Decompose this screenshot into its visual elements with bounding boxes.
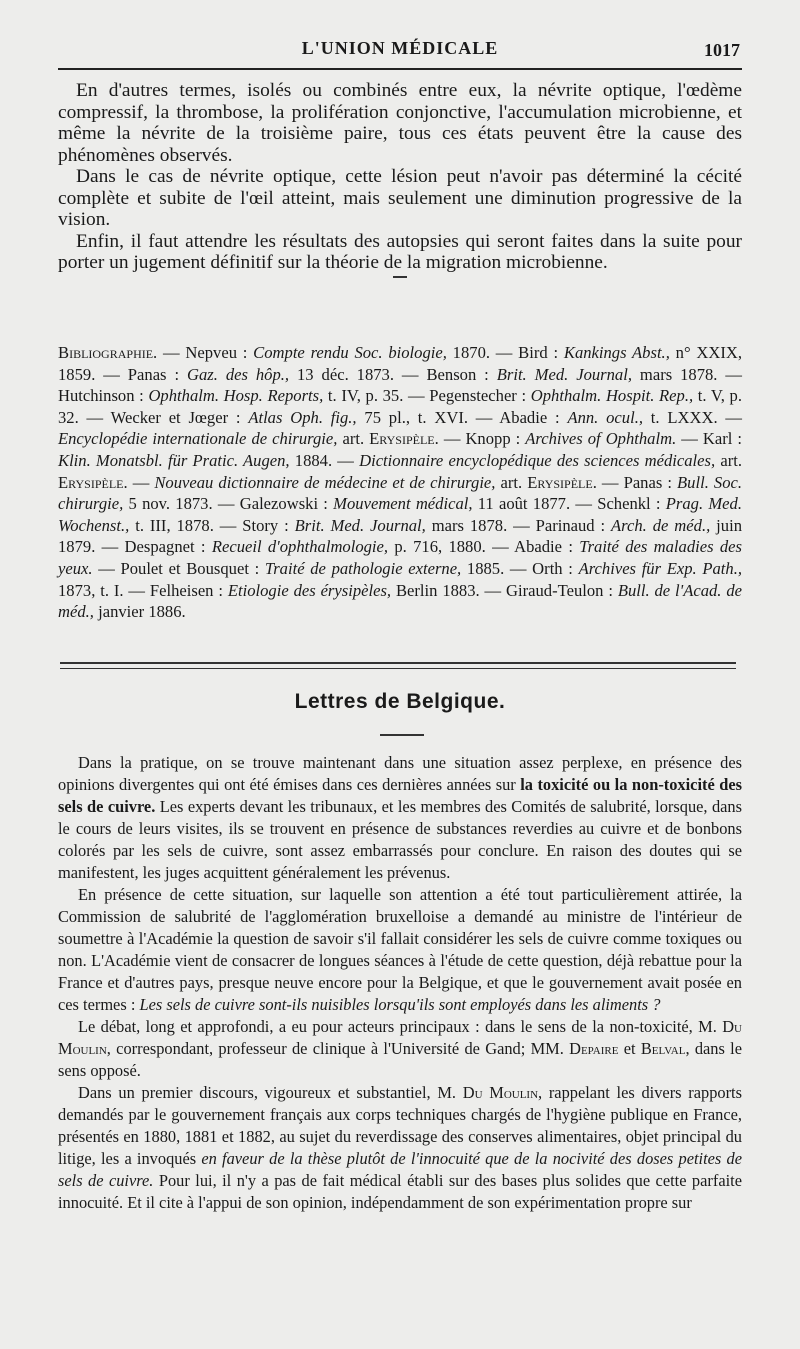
article-conclusion (58, 80, 742, 278)
text-run: Archives für Exp. Path., (578, 558, 743, 578)
text-run: Prag. Med. Wochenst., (58, 494, 742, 535)
text-run: Ann. ocul., (567, 407, 643, 427)
bibliography (58, 342, 742, 623)
text-run: 1870. — Bird : (446, 343, 564, 362)
section-title: Lettres de Belgique. (294, 690, 506, 713)
text-run: Dans un premier discours, vigoureux et substantiel, M. (78, 1083, 463, 1102)
text-run: Du Moulin (462, 1083, 539, 1102)
section-rule-thin (60, 668, 736, 669)
page-header (60, 38, 740, 72)
text-run: t. IV, p. 35. — Pegenstecher : (323, 386, 531, 406)
text-run: Les sels de cuivre sont-ils nuisibles lorsqu'ils sont employés dans les aliments ? (139, 995, 661, 1014)
text-run: — Poulet et Bousquet : (92, 558, 265, 578)
text-run: Arch. de méd., (611, 515, 711, 535)
text-run: 5 nov. 1873. — Galezowski : (123, 494, 334, 514)
text-run: Klin. Monatsbl. für Pratic. Augen, (58, 450, 290, 470)
text-run: — (127, 472, 155, 492)
text-run: t. III, 1878. — Story : (129, 515, 295, 535)
text-run: p. 716, 1880. — Abadie : (388, 537, 580, 557)
paragraph (58, 884, 742, 1016)
text-run: Erysipèle. (369, 429, 439, 449)
paragraph-text: Enfin, il faut attendre les résultats des autopsies qui seront faites dans la suite pour porter un jugement définitif sur la théorie de la migration microbienne. (58, 230, 742, 273)
text-run: art. (715, 450, 742, 470)
text-run: Pour lui, il n'y a pas de fait médical établi sur des bases plus solides que cette parfaite innocuité. Et il cite à l'appui de son opinion, indépendamment de son expérimentation propre sur (58, 1171, 742, 1212)
paragraph (58, 1082, 742, 1214)
text-run: Traité des maladies des yeux. (58, 537, 742, 578)
text-run: art. (337, 429, 370, 449)
text-run: juin 1879. — Despagnet : (58, 515, 742, 557)
text-run: Bull. Soc. chirurgie, (58, 472, 743, 514)
text-run: Brit. Med. Journal, (294, 515, 426, 535)
text-run: Traité de pathologie externe, (264, 558, 462, 578)
text-run: mars 1878. — Hutchinson : (58, 364, 742, 406)
text-run: Recueil d'ophthalmologie, (211, 537, 389, 557)
text-run: — Panas : (596, 472, 678, 492)
text-run: , rappelant les divers rapports demandés par le gouvernement français aux corps techniques chargés de l'hygiène publique en France, présentés en 1880, 1881 et 1882, au sujet du reverdissage des conserves alimentaires, objet principal du litige, les a invoqués (58, 1083, 742, 1168)
paragraph (58, 231, 742, 274)
text-run: Gaz. des hôp., (187, 364, 290, 384)
text-run: Berlin 1883. — Giraud-Teulon : (391, 580, 618, 600)
text-run: Les experts devant les tribunaux, et les membres des Comités de salubrité, lorsque, dans le cours de leurs visites, ils se trouvent en présence de substances reverdies au cuivre et de bonbons colorés par les sels de cuivre, sont assez embarrassés pour conclure. En raison des doutes qui se manifestent, les juges acquittent généralement les prévenus. (58, 797, 742, 882)
text-run: Nouveau dictionnaire de médecine et de chirurgie, (154, 472, 496, 492)
text-run: Erysipèle. (527, 472, 597, 492)
bibliography-label: Bibliographie. (58, 343, 158, 362)
text-run: 1884. — (289, 450, 360, 470)
text-run: art. (495, 472, 528, 492)
text-run: Mouvement médical, (333, 494, 473, 514)
text-run: , correspondant, professeur de clinique à l'Université de Gand; MM. (106, 1039, 570, 1058)
text-run: et (618, 1039, 641, 1058)
text-run: 75 pl., t. XVI. — Abadie : (356, 407, 568, 427)
paragraph (58, 752, 742, 884)
text-run: Brit. Med. Journal, (496, 364, 632, 384)
text-run: 11 août 1877. — Schenkl : (472, 494, 666, 514)
text-run: Atlas Oph. fig., (248, 407, 357, 427)
text-run: Bull. de l'Acad. de méd., (58, 580, 742, 622)
bibliography-entries (58, 343, 742, 621)
text-run: Le débat, long et approfondi, a eu pour acteurs principaux : dans le sens de la non-toxicité, M. (78, 1017, 723, 1036)
page-number: 1017 (704, 40, 740, 60)
paragraph-text: En d'autres termes, isolés ou combinés entre eux, la névrite optique, l'œdème compressif, la thrombose, la prolifération conjonctive, l'accumulation microbienne, et même la névrite de la troisième paire, tous ces états peuvent être la cause des phénomènes observés. (58, 80, 742, 166)
text-run: Compte rendu Soc. biologie, (253, 343, 447, 362)
paragraph (58, 1016, 742, 1082)
paragraph (58, 166, 742, 231)
text-run: janvier 1886. (93, 602, 186, 622)
text-run: 1885. — Orth : (461, 558, 579, 578)
title-rule (380, 734, 424, 736)
text-run: n° XXIX, 1859. — Panas : (58, 343, 742, 384)
text-run: Encyclopédie internationale de chirurgie, (58, 429, 338, 449)
text-run: En présence de cette situation, sur laquelle son attention a été tout particulièrement attirée, la Commission de salubrité de l'agglomération bruxelloise a demandé au ministre de l'intérieur de soumettre à l'Académie la question de savoir s'il fallait considérer les sels de cuivre comme toxiques ou non. L'Académie vient de consacrer de longues séances à l'étude de cette question, déjà rebattue pour la France et d'autres pays, presque neuve encore pour la Belgique, et que le gouvernement avait posée en ces termes : (58, 885, 742, 1014)
text-run: mars 1878. — Parinaud : (425, 515, 612, 535)
belgium-letters-body (58, 752, 742, 1214)
text-run: t. V, p. 32. — Wecker et Jœger : (58, 386, 743, 427)
text-run: la toxicité ou la non-toxicité des sels de cuivre. (58, 775, 742, 816)
separator-dash (393, 276, 407, 278)
text-run: — Knopp : (438, 429, 526, 449)
text-run: Etiologie des érysipèles, (227, 580, 392, 600)
text-run: t. LXXX. — (643, 407, 742, 427)
text-run: Ophthalm. Hospit. Rep., (530, 386, 694, 406)
text-run: Du Moulin (58, 1017, 742, 1058)
text-run: Dans la pratique, on se trouve maintenant dans une situation assez perplexe, en présence des opinions divergentes qui ont été émises dans ces dernières années sur (58, 753, 742, 794)
text-run: Dictionnaire encyclopédique des sciences médicales, (359, 450, 716, 470)
running-title: L'UNION MÉDICALE (301, 38, 499, 58)
header-rule (58, 68, 742, 70)
paragraph (58, 80, 742, 166)
section-rule-thick (60, 662, 736, 664)
text-run: — Nepveu : (157, 343, 254, 362)
text-run: 13 déc. 1873. — Benson : (289, 364, 497, 384)
paragraph-text: Dans le cas de névrite optique, cette lésion peut n'avoir pas déterminé la cécité complète et subite de l'œil atteint, mais seulement une diminution progressive de la vision. (58, 166, 742, 230)
text-run: Depaire (569, 1039, 619, 1058)
text-run: Archives of Ophthalm. (525, 429, 677, 449)
text-run: , dans le sens opposé. (58, 1039, 742, 1080)
text-run: Kankings Abst., (563, 343, 670, 362)
text-run: — Karl : (676, 429, 743, 449)
text-run: Belval (640, 1039, 686, 1058)
text-run: Erysipèle. (58, 472, 128, 492)
bibliography-text (58, 342, 742, 623)
text-run: en faveur de la thèse plutôt de l'innocuité que de la nocivité des doses petites de sels de cuivre. (58, 1149, 742, 1190)
text-run: Ophthalm. Hosp. Reports, (148, 386, 324, 406)
text-run: 1873, t. I. — Felheisen : (58, 580, 228, 600)
